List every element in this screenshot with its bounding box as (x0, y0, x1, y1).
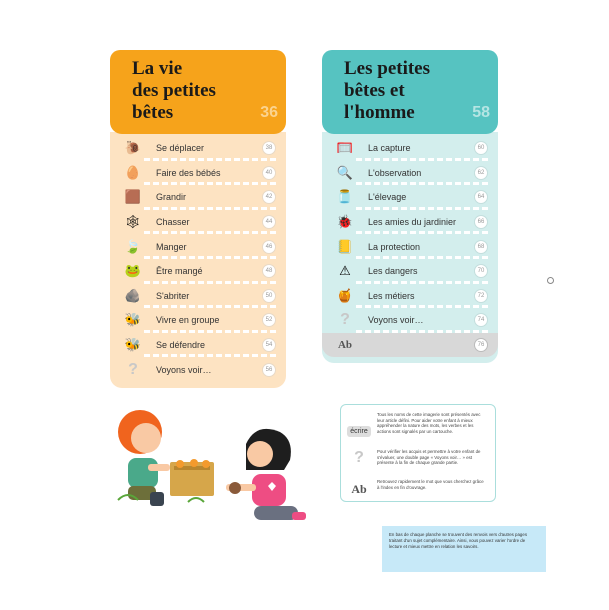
chapter-label: Les amies du jardinier (368, 217, 457, 228)
frog-icon: 🐸 (124, 263, 142, 279)
boy-arm (148, 464, 170, 471)
chapter-entry (322, 333, 498, 358)
chapter-entry (110, 284, 286, 309)
section-title: Les petites bêtes et l'homme (344, 58, 431, 123)
chapter-label: Être mangé (156, 266, 203, 277)
chapter-label: Les métiers (368, 290, 415, 301)
jar-icon: 🫙 (336, 189, 354, 205)
boy-face (131, 423, 161, 453)
chapter-list (110, 132, 286, 388)
legend-row-index (341, 479, 495, 497)
chapter-page-number: 62 (474, 166, 488, 180)
honey-pot-icon: 🍯 (336, 287, 354, 303)
section-header (322, 50, 498, 134)
spider-web-icon: 🕸 (124, 214, 142, 230)
chapter-label: Se défendre (156, 340, 206, 351)
chapter-page-number: 56 (262, 363, 276, 377)
chapter-entry (110, 136, 286, 161)
chapter-entry (322, 234, 498, 259)
chapter-entry (110, 185, 286, 210)
chapter-page-number: 40 (262, 166, 276, 180)
net-icon: 🥅 (336, 140, 354, 156)
legend-row-verbs (341, 412, 495, 437)
chapter-label: Les dangers (368, 266, 418, 277)
cocoon-icon: 🟫 (124, 189, 142, 205)
cross-reference-note: En bas de chaque planche se trouvent des renvois vers d'autres pages traitant d'un sujet complémentaire. Ainsi, vous pouvez varier l'ordre de lecture et mieux mettre en relation les savoirs. (382, 526, 546, 572)
chapter-entry (110, 308, 286, 333)
section-title: La vie des petites bêtes (132, 58, 216, 123)
chapter-label: Vivre en groupe (156, 315, 220, 326)
chapter-label: La protection (368, 241, 421, 252)
girl-legs (254, 506, 298, 520)
legend-box (340, 404, 496, 502)
section-page-number: 58 (472, 104, 490, 121)
page-mark (547, 277, 554, 284)
chapter-entry (110, 333, 286, 358)
chapter-entry (322, 210, 498, 235)
question-mark-icon: ? (354, 449, 364, 466)
bucket (150, 492, 164, 506)
legend-text: Pour vérifier les acquis et permettre à votre enfant de s'évaluer, une double page « Voyons voir… » est présente à la fin de chaque grande partie. (377, 449, 481, 466)
girl-face (247, 441, 273, 467)
chapter-page-number: 60 (474, 141, 488, 155)
legend-text: Tous les noms de cette imagerie sont présentés avec leur article défini. Pour aider votre enfant à mieux appréhender la nature des mots, les verbes et les actions sont signalés par un cartouche. (377, 412, 481, 434)
section-les-petites-betes-et-lhomme (322, 50, 498, 363)
section-header (110, 50, 286, 134)
chapter-page-number: 50 (262, 289, 276, 303)
section-la-vie-des-petites-betes (110, 50, 286, 388)
chapter-entry (322, 161, 498, 186)
bumblebee-icon: 🐝 (124, 337, 142, 353)
section-page-number: 36 (260, 104, 278, 121)
chapter-list (322, 132, 498, 363)
chapter-page-number: 68 (474, 240, 488, 254)
chapter-page-number: 66 (474, 215, 488, 229)
chapter-entry (110, 210, 286, 235)
ab-index-icon: Ab (351, 482, 367, 496)
snail-shell (229, 482, 241, 494)
chapter-label: L'observation (368, 167, 422, 178)
chapter-label: La capture (368, 143, 411, 154)
stone-icon: 🪨 (124, 287, 142, 303)
legend-row-check (341, 449, 495, 467)
chapter-page-number: 52 (262, 313, 276, 327)
chapter-page-number: 46 (262, 240, 276, 254)
notebook-icon: 📒 (336, 238, 354, 254)
chapter-label: Voyons voir… (368, 315, 424, 326)
legend-text: Retrouvez rapidement le mot que vous cherchez grâce à l'index en fin d'ouvrage. (377, 479, 484, 490)
chapter-label: Faire des bébés (156, 167, 221, 178)
leaf-icon: 🍃 (124, 238, 142, 254)
chapter-label: Chasser (156, 217, 190, 228)
chapter-page-number: 76 (474, 338, 488, 352)
warning-icon: ⚠ (339, 263, 351, 279)
chapter-page-number: 74 (474, 313, 488, 327)
chapter-label: Manger (156, 241, 187, 252)
chapter-label: Grandir (156, 192, 187, 203)
chapter-page-number: 48 (262, 264, 276, 278)
boy-shirt (128, 458, 158, 488)
chapter-page-number: 72 (474, 289, 488, 303)
chapter-entry (322, 259, 498, 284)
verb-tag: écrire (347, 426, 371, 437)
girl-shirt (252, 474, 286, 506)
bee-icon: 🐝 (124, 312, 142, 328)
chapter-entry (110, 234, 286, 259)
chapter-label: S'abriter (156, 290, 190, 301)
eggs-icon: 🥚 (124, 164, 142, 180)
chapter-label: Voyons voir… (156, 364, 212, 375)
chapter-page-number: 64 (474, 190, 488, 204)
chapter-page-number: 44 (262, 215, 276, 229)
ab-index-icon: Ab (337, 339, 353, 352)
snail-icon: 🐌 (124, 140, 142, 156)
children-illustration (108, 404, 318, 534)
chapter-entry (322, 185, 498, 210)
chapter-entry (110, 161, 286, 186)
chapter-entry (322, 284, 498, 309)
chapter-label: L'élevage (368, 192, 407, 203)
chapter-page-number: 42 (262, 190, 276, 204)
chapter-label: Se déplacer (156, 143, 205, 154)
chapter-page-number: 70 (474, 264, 488, 278)
ladybug-icon: 🐞 (336, 214, 354, 230)
chapter-page-number: 54 (262, 338, 276, 352)
chapter-entry (322, 308, 498, 333)
chapter-page-number: 38 (262, 141, 276, 155)
question-mark-icon: ? (128, 360, 138, 378)
chapter-entry (110, 357, 286, 382)
chapter-entry (110, 259, 286, 284)
question-mark-icon: ? (340, 311, 350, 329)
chapter-entry (322, 136, 498, 161)
magnifier-icon: 🔍 (336, 164, 354, 180)
